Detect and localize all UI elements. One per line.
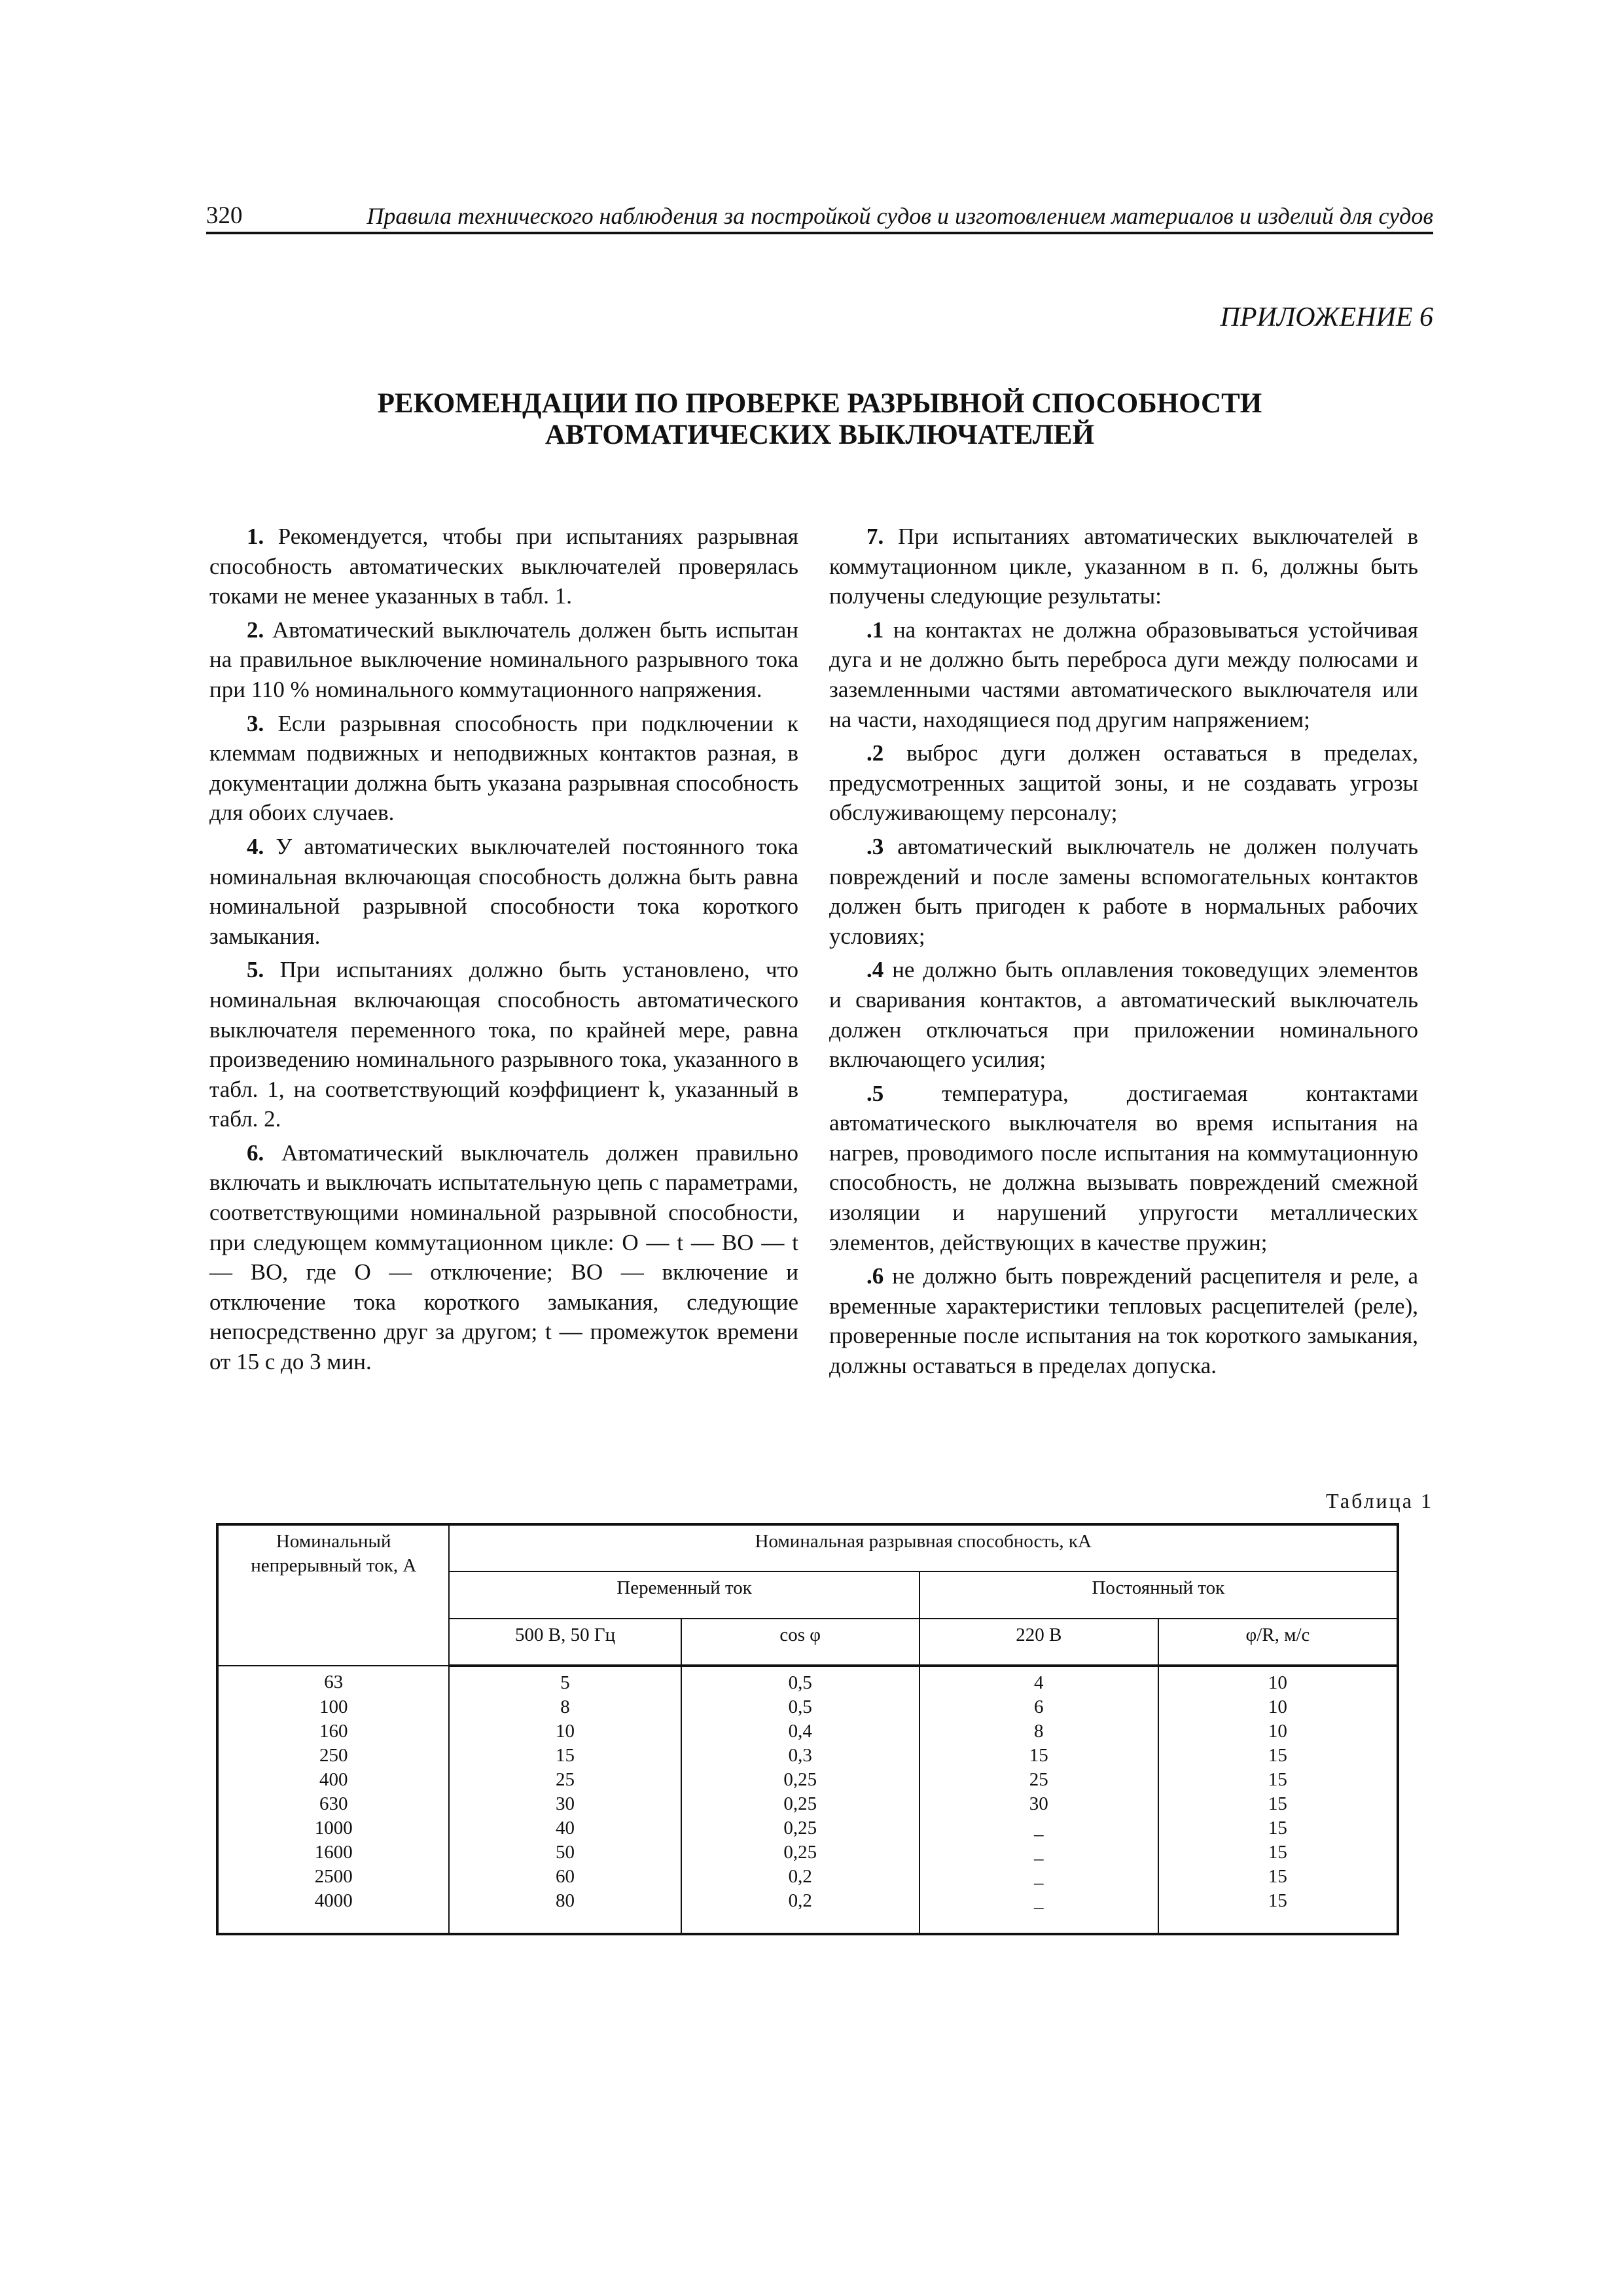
paragraph — [209, 522, 798, 611]
paragraph-text: не должно быть повреждений расцепителя и реле, а временные характеристики тепловых расцепителей (реле), проверенные после испытания на ток короткого замыкания, должны оставаться в пределах допуска. — [829, 1263, 1418, 1379]
page-number: 320 — [206, 202, 243, 229]
paragraph-text: При испытаниях автоматических выключателей в коммутационном цикле, указанном в п. 6, должны быть получены следующие результаты: — [829, 524, 1418, 609]
table-row — [217, 1768, 1398, 1792]
paragraph — [209, 832, 798, 951]
paragraph-number: 6. — [247, 1139, 264, 1166]
table-cell: 100 — [217, 1695, 449, 1719]
table-row — [217, 1816, 1398, 1840]
table-cell: 8 — [919, 1719, 1158, 1744]
table-cell: 5 — [449, 1666, 681, 1695]
table-cell: 250 — [217, 1744, 449, 1768]
table-cell: 15 — [1158, 1768, 1398, 1792]
table-cell: 10 — [1158, 1666, 1398, 1695]
table-cell: 4000 — [217, 1889, 449, 1934]
table-row — [217, 1840, 1398, 1865]
paragraph — [829, 832, 1418, 951]
paragraph-text: У автоматических выключателей постоянного тока номинальная включающая способность должна быть равна номинальной разрывной способности тока короткого замыкания. — [209, 833, 798, 949]
table-cell: 0,5 — [681, 1666, 919, 1695]
table-caption: Таблица 1 — [1326, 1489, 1433, 1513]
table-row — [217, 1719, 1398, 1744]
paragraph-text: Рекомендуется, чтобы при испытаниях разрывная способность автоматических выключателей проверялась токами не менее указанных в табл. 1. — [209, 524, 798, 609]
table-cell: 2500 — [217, 1865, 449, 1889]
paragraph-number: 2. — [247, 617, 264, 643]
header-sub-220v: 220 В — [919, 1619, 1158, 1666]
paragraph-number: .6 — [866, 1263, 884, 1289]
paragraph — [829, 522, 1418, 611]
table-cell: 30 — [449, 1792, 681, 1816]
left-column — [209, 522, 798, 1381]
header-sub-500v: 500 В, 50 Гц — [449, 1619, 681, 1666]
table-cell: 15 — [1158, 1865, 1398, 1889]
paragraph-text: на контактах не должна образовываться устойчивая дуга и не должно быть переброса дуги между полюсами и заземленными частями автоматического выключателя или на части, находящиеся под другим напряжением; — [829, 617, 1418, 732]
table-cell: 15 — [1158, 1744, 1398, 1768]
paragraph-number: .5 — [866, 1080, 884, 1106]
table-cell: 10 — [1158, 1719, 1398, 1744]
paragraph-number: .1 — [866, 617, 884, 643]
paragraph-number: .3 — [866, 833, 884, 859]
paragraph-number: 1. — [247, 524, 264, 549]
table-cell: 0,25 — [681, 1840, 919, 1865]
table-cell: 630 — [217, 1792, 449, 1816]
table-cell: 25 — [919, 1768, 1158, 1792]
right-column — [829, 522, 1418, 1385]
paragraph-number: .2 — [866, 740, 884, 766]
table-row — [217, 1695, 1398, 1719]
table-cell: 0,25 — [681, 1768, 919, 1792]
paragraph — [209, 955, 798, 1134]
table-row — [217, 1666, 1398, 1695]
header-ac: Переменный ток — [449, 1571, 919, 1619]
table-cell: 15 — [1158, 1792, 1398, 1816]
table-cell: 30 — [919, 1792, 1158, 1816]
header-dc: Постоянный ток — [919, 1571, 1398, 1619]
table-cell: 10 — [449, 1719, 681, 1744]
table-cell: 0,2 — [681, 1889, 919, 1934]
paragraph — [209, 615, 798, 705]
table-cell: 1000 — [217, 1816, 449, 1840]
table-cell: 0,2 — [681, 1865, 919, 1889]
table-row — [217, 1744, 1398, 1768]
paragraph — [209, 1138, 798, 1377]
table-cell: 25 — [449, 1768, 681, 1792]
header-breaking-capacity: Номинальная разрывная способность, кА — [449, 1524, 1398, 1571]
table-cell: 15 — [1158, 1889, 1398, 1934]
title-line-2: АВТОМАТИЧЕСКИХ ВЫКЛЮЧАТЕЛЕЙ — [544, 420, 1095, 450]
paragraph-text: автоматический выключатель не должен получать повреждений и после замены вспомогательных контактов должен быть пригоден к работе в нормальных рабочих условиях; — [829, 833, 1418, 949]
paragraph-number: 3. — [247, 710, 264, 736]
table-cell: 0,4 — [681, 1719, 919, 1744]
table-cell: 15 — [449, 1744, 681, 1768]
table-row — [217, 1865, 1398, 1889]
table-cell: _ — [919, 1816, 1158, 1840]
appendix-label: ПРИЛОЖЕНИЕ 6 — [1220, 302, 1433, 332]
table-cell: 160 — [217, 1719, 449, 1744]
table-cell: 0,3 — [681, 1744, 919, 1768]
paragraph — [829, 955, 1418, 1074]
header-sub-cosphi: cos φ — [681, 1619, 919, 1666]
running-header — [206, 200, 1433, 232]
paragraph-number: 7. — [866, 524, 884, 549]
table-row — [217, 1889, 1398, 1934]
table-cell: _ — [919, 1865, 1158, 1889]
paragraph-text: выброс дуги должен оставаться в пределах, предусмотренных защитой зоны, и не создавать угрозы обслуживающему персоналу; — [829, 740, 1418, 826]
paragraph — [209, 709, 798, 828]
table-cell: 50 — [449, 1840, 681, 1865]
paragraph-number: 5. — [247, 957, 264, 983]
title-line-1: РЕКОМЕНДАЦИИ ПО ПРОВЕРКЕ РАЗРЫВНОЙ СПОСОБНОСТИ — [377, 388, 1262, 419]
table-cell: 8 — [449, 1695, 681, 1719]
table-cell: 0,25 — [681, 1792, 919, 1816]
table-cell: _ — [919, 1840, 1158, 1865]
paragraph-text: не должно быть оплавления токоведущих элементов и сваривания контактов, а автоматический выключатель должен отключаться при приложении номинального включающего усилия; — [829, 957, 1418, 1073]
document-title — [206, 388, 1433, 451]
table-cell: 15 — [919, 1744, 1158, 1768]
table-cell: 15 — [1158, 1816, 1398, 1840]
table-cell: 6 — [919, 1695, 1158, 1719]
table-cell: 0,5 — [681, 1695, 919, 1719]
paragraph-number: .4 — [866, 957, 884, 983]
paragraph-text: При испытаниях должно быть установлено, что номинальная включающая способность автоматического выключателя переменного тока, по крайней мере, равна произведению номинального разрывного тока, указанного в табл. 1, на соответствующий коэффициент k, указанный в табл. 2. — [209, 957, 798, 1132]
paragraph-text: температура, достигаемая контактами автоматического выключателя во время испытания на нагрев, проводимого после испытания на коммутационную способность, не должна вызывать повреждений смежной изоляции и нарушений упругости металлических элементов, действующих в качестве пружин; — [829, 1080, 1418, 1255]
paragraph-text: Если разрывная способность при подключении к клеммам подвижных и неподвижных контактов разная, в документации должна быть указана разрывная способность для обоих случаев. — [209, 710, 798, 826]
table-body — [217, 1666, 1398, 1934]
table-cell: 4 — [919, 1666, 1158, 1695]
table-row — [217, 1792, 1398, 1816]
paragraph — [829, 738, 1418, 828]
table-cell: _ — [919, 1889, 1158, 1934]
header-rated-current: Номинальный непрерывный ток, А — [217, 1524, 449, 1666]
table-cell: 40 — [449, 1816, 681, 1840]
table-cell: 15 — [1158, 1840, 1398, 1865]
table-cell: 60 — [449, 1865, 681, 1889]
breaking-capacity-table — [216, 1523, 1399, 1935]
paragraph-text: Автоматический выключатель должен быть испытан на правильное выключение номинального разрывного тока при 110 % номинального коммутационного напряжения. — [209, 617, 798, 702]
table-cell: 1600 — [217, 1840, 449, 1865]
paragraph-text: Автоматический выключатель должен правильно включать и выключать испытательную цепь с параметрами, соответствующими номинальной разрывной способности, при следующем коммутационном цикле: О — t — ВО — t — ВО, где О — отключение; ВО — включение и отключение тока короткого замыкания, следующие непосредственно друг за другом; t — промежуток времени от 15 с до 3 мин. — [209, 1139, 798, 1375]
paragraph — [829, 1261, 1418, 1380]
table-cell: 0,25 — [681, 1816, 919, 1840]
table-cell: 80 — [449, 1889, 681, 1934]
table-cell: 400 — [217, 1768, 449, 1792]
table-cell: 63 — [217, 1666, 449, 1695]
paragraph — [829, 615, 1418, 734]
header-sub-phi-r: φ/R, м/с — [1158, 1619, 1398, 1666]
paragraph — [829, 1079, 1418, 1258]
paragraph-number: 4. — [247, 833, 264, 859]
running-title: Правила технического наблюдения за постройкой судов и изготовлением материалов и изделий для судов — [366, 203, 1433, 229]
table-cell: 10 — [1158, 1695, 1398, 1719]
header-rule — [206, 232, 1433, 234]
